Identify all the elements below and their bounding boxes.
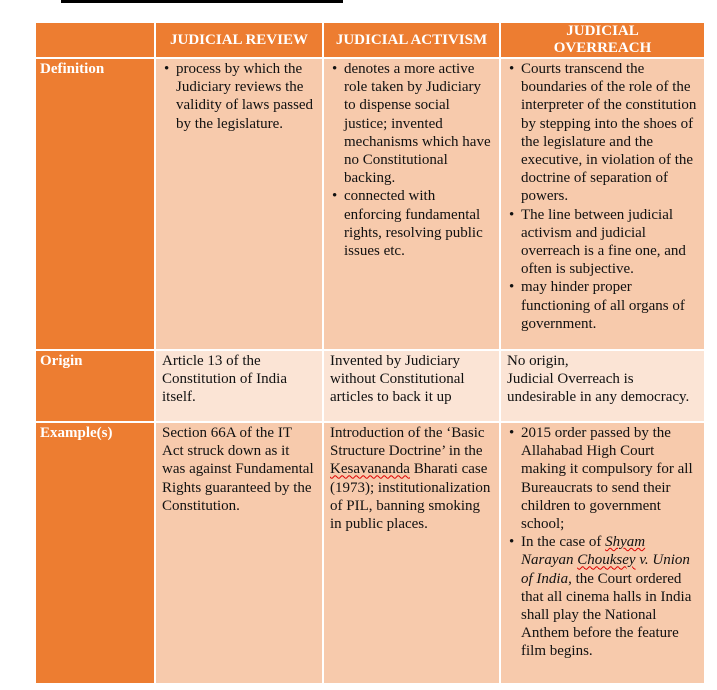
list-item — [521, 533, 698, 660]
case-name: Shyam — [605, 534, 646, 551]
row-origin — [35, 350, 705, 422]
example-text: In the case of — [521, 534, 606, 551]
case-name: Chouksey — [577, 552, 636, 569]
header-judicial-overreach-text: JUDICIAL OVERREACH — [553, 23, 652, 56]
cell-activism-examples — [323, 422, 500, 684]
list-item: • may hinder proper functioning of all organs of government. — [521, 278, 698, 333]
case-name: Narayan — [521, 552, 578, 569]
header-judicial-review: JUDICIAL REVIEW — [155, 22, 323, 58]
origin-text: No origin, — [507, 353, 569, 369]
list-item: • 2015 order passed by the Allahabad High Court making it compulsory for all Bureaucrats to send their children to government school; — [521, 424, 698, 533]
list-item: • connected with enforcing fundamental rights, resolving public issues etc. — [344, 187, 493, 260]
list-item: • process by which the Judiciary reviews the validity of laws passed by the legislature. — [176, 60, 316, 133]
header-judicial-activism: JUDICIAL ACTIVISM — [323, 22, 500, 58]
cell-overreach-origin — [500, 350, 705, 422]
row-label: Origin — [35, 350, 155, 422]
cell-overreach-definition — [500, 58, 705, 350]
case-name: v. Union of India — [521, 552, 690, 587]
top-rule — [61, 0, 343, 3]
origin-text: Judicial Overreach is undesirable in any democracy. — [507, 371, 690, 406]
example-text: , the Court ordered that all cinema halls in India shall play the National Anthem before the feature film begins. — [521, 570, 692, 660]
example-text: Introduction of the ‘Basic Structure Doctrine’ in the — [330, 425, 485, 460]
list-item: • Courts transcend the boundaries of the role of the interpreter of the constitution by stepping into the shoes of the legislature and the executive, in violation of the doctrine of separation of powers. — [521, 60, 698, 206]
cell-overreach-examples — [500, 422, 705, 684]
row-examples — [35, 422, 705, 684]
row-label: Example(s) — [35, 422, 155, 684]
list-item: • denotes a more active role taken by Judiciary to dispense social justice; invented mechanisms which have no Constitutional backing. — [344, 60, 493, 187]
cell-activism-origin: Invented by Judiciary without Constitutional articles to back it up — [323, 350, 500, 422]
example-case-name: Kesavananda — [330, 461, 410, 478]
row-label: Definition — [35, 58, 155, 350]
cell-review-definition — [155, 58, 323, 350]
cell-activism-definition — [323, 58, 500, 350]
row-definition — [35, 58, 705, 350]
example-text: Bharati case (1973); institutionalization of PIL, banning smoking in public places. — [330, 461, 491, 533]
header-empty — [35, 22, 155, 58]
cell-review-examples: Section 66A of the IT Act struck down as it was against Fundamental Rights guaranteed by the Constitution. — [155, 422, 323, 684]
header-row — [35, 22, 705, 58]
header-judicial-overreach — [500, 22, 705, 58]
comparison-table — [34, 21, 706, 685]
cell-review-origin: Article 13 of the Constitution of India itself. — [155, 350, 323, 422]
list-item: • The line between judicial activism and judicial overreach is a fine one, and often is subjective. — [521, 206, 698, 279]
